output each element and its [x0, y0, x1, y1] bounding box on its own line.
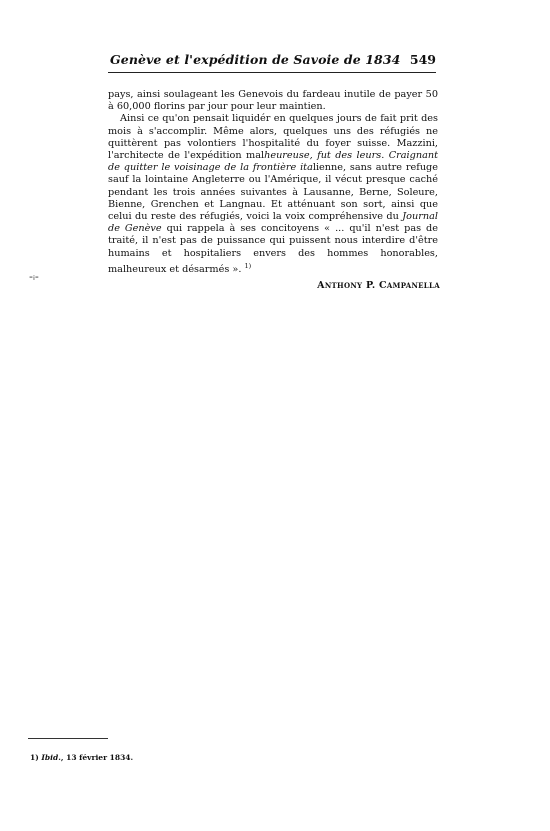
footnote-ibid: Ibid.	[41, 753, 61, 762]
page-number: 549	[409, 52, 436, 67]
footnote-text: , 13 février 1834.	[60, 753, 134, 762]
body-text	[108, 89, 438, 276]
paragraph-2-italic: heureuse, fut des leurs. Craignant de quitter le voisinage de la frontière ita	[108, 150, 438, 174]
footnote-rule	[28, 738, 108, 739]
running-header	[106, 52, 436, 70]
header-rule	[108, 72, 436, 73]
running-title: Genève et l'expédition de Savoie de 1834	[110, 52, 401, 67]
paragraph-1-text: pays, ainsi soulageant les Genevois du fardeau inutile de payer 50 à 60,000 florins par jour pour leur maintien.	[108, 89, 438, 113]
handwritten-mark: -ᵢ-	[29, 270, 39, 283]
paragraph-2	[108, 113, 438, 276]
journal-title: Journal de Genève	[108, 211, 438, 235]
paragraph-1	[108, 89, 438, 113]
paragraph-2-text-a: Ainsi ce qu'on pensait liquidér en quelques jours de fait prit des mois à s'accomplir. Même alors, quelques uns des réfugiés ne quittèrent pas volontiers l'hospitalité du foyer suisse. Mazzini, l'architecte de l'expédition mal	[108, 113, 438, 162]
footnote-marker: 1)	[30, 753, 39, 762]
footnote-ref[interactable]: 1)	[244, 261, 252, 270]
footnote	[30, 753, 133, 762]
paragraph-2-text-d: qui rappela à ses concitoyens « ... qu'il n'est pas de traité, il n'est pas de puissance qui puissent nous interdire d'être humains et hospitaliers envers des hommes honorables, malheureux et désarmés ».	[108, 223, 438, 276]
author-signature: Anthony P. Campanella	[317, 280, 440, 291]
paragraph-2-text-c: lienne, sans autre refuge sauf la lointaine Angleterre ou l'Amérique, il vécut presque caché pendant les trois années suivantes à Lausanne, Berne, Soleure, Bienne, Grenchen et Langnau. Et atténuant son sort, ainsi que celui du reste des réfugiés, voici la voix compréhensive du	[108, 162, 438, 223]
